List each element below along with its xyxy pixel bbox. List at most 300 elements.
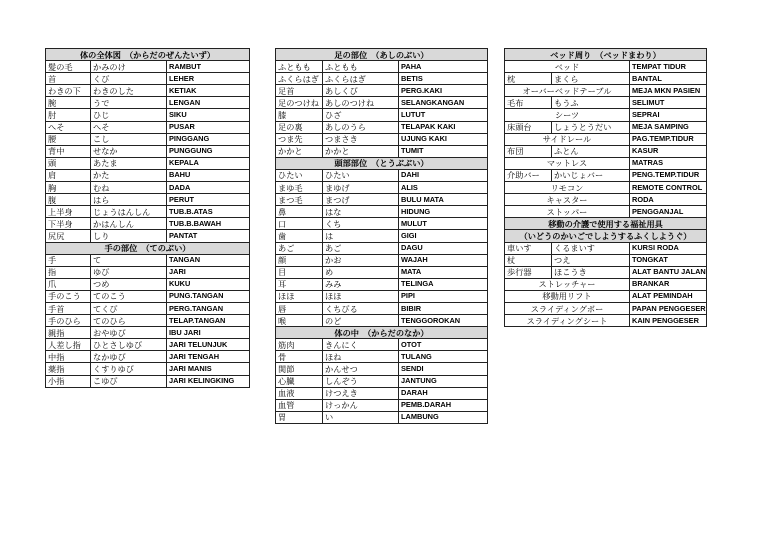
indonesian-cell: BAHU	[167, 169, 250, 181]
kana-cell: あたま	[91, 157, 167, 169]
indonesian-cell: JANTUNG	[399, 375, 488, 387]
indonesian-cell: PINGGANG	[167, 133, 250, 145]
table-row	[46, 194, 250, 206]
table-row	[276, 387, 488, 399]
kana-cell: くちびる	[323, 302, 399, 314]
leg-head-internal-table	[275, 48, 488, 424]
kanji-cell: 枕	[505, 73, 552, 85]
kana-cell: へそ	[91, 121, 167, 133]
kana-cell: ひたい	[323, 169, 399, 181]
kana-cell: かた	[91, 169, 167, 181]
kana-cell: かみのけ	[91, 61, 167, 73]
table-row	[276, 315, 488, 327]
table-row	[276, 145, 488, 157]
table-row	[276, 73, 488, 85]
indonesian-cell: WAJAH	[399, 254, 488, 266]
section-header: 体の中 （からだのなか）	[276, 327, 488, 339]
indonesian-cell: HIDUNG	[399, 206, 488, 218]
table-row	[46, 169, 250, 181]
kanji-cell: まゆ毛	[276, 182, 323, 194]
kana-cell: むね	[91, 182, 167, 194]
table-row	[276, 399, 488, 411]
indonesian-cell: SELANGKANGAN	[399, 97, 488, 109]
kana-cell: しんぞう	[323, 375, 399, 387]
indonesian-cell: DARAH	[399, 387, 488, 399]
kanji-cell: 耳	[276, 278, 323, 290]
table-row	[46, 315, 250, 327]
kana-cell: ひざ	[323, 109, 399, 121]
table-row	[46, 121, 250, 133]
kana-cell: みみ	[323, 278, 399, 290]
table-row	[505, 85, 707, 97]
kana-cell: くび	[91, 73, 167, 85]
kana-cell: てくび	[91, 302, 167, 314]
table-row	[46, 266, 250, 278]
kana-cell: ひじ	[91, 109, 167, 121]
kana-cell: こし	[91, 133, 167, 145]
kana-cell: もうふ	[552, 97, 630, 109]
merged-term-cell: マットレス	[505, 157, 630, 169]
indonesian-cell: PERG.KAKI	[399, 85, 488, 97]
kanji-cell: 手	[46, 254, 91, 266]
table-row	[505, 169, 707, 181]
kanji-cell: 手首	[46, 302, 91, 314]
kana-cell: ひとさしゆび	[91, 339, 167, 351]
table-row	[505, 290, 707, 302]
indonesian-cell: IBU JARI	[167, 327, 250, 339]
kana-cell: くち	[323, 218, 399, 230]
section-header: 移動の介護で使用する福祉用具	[505, 218, 707, 230]
merged-term-cell: ストッパー	[505, 206, 630, 218]
indonesian-cell: KASUR	[630, 145, 707, 157]
kana-cell: ふともも	[323, 61, 399, 73]
kana-cell: てのひら	[91, 315, 167, 327]
kana-cell: まくら	[552, 73, 630, 85]
kanji-cell: へそ	[46, 121, 91, 133]
table-row	[505, 278, 707, 290]
kana-cell: はな	[323, 206, 399, 218]
kanji-cell: 車いす	[505, 242, 552, 254]
indonesian-cell: TUMIT	[399, 145, 488, 157]
indonesian-cell: SENDI	[399, 363, 488, 375]
table-row	[276, 266, 488, 278]
kanji-cell: 肩	[46, 169, 91, 181]
kanji-cell: 喉	[276, 315, 323, 327]
indonesian-cell: BRANKAR	[630, 278, 707, 290]
kana-cell: まつげ	[323, 194, 399, 206]
indonesian-cell: BIBIR	[399, 302, 488, 314]
indonesian-cell: JARI TENGAH	[167, 351, 250, 363]
indonesian-cell: SEPRAI	[630, 109, 707, 121]
section-header: （いどうのかいごでしようするふくしようぐ）	[505, 230, 707, 242]
section-header: ベッド周り （ベッドまわり）	[505, 49, 707, 61]
indonesian-cell: PENGGANJAL	[630, 206, 707, 218]
table-row	[276, 339, 488, 351]
kana-cell: のど	[323, 315, 399, 327]
table-row	[276, 218, 488, 230]
indonesian-cell: PERUT	[167, 194, 250, 206]
kana-cell: て	[91, 254, 167, 266]
kanji-cell: 関節	[276, 363, 323, 375]
indonesian-cell: KURSI RODA	[630, 242, 707, 254]
merged-term-cell: リモコン	[505, 182, 630, 194]
kanji-cell: 杖	[505, 254, 552, 266]
kanji-cell: 手のこう	[46, 290, 91, 302]
table-row	[46, 339, 250, 351]
table-row	[46, 278, 250, 290]
merged-term-cell: サイドレール	[505, 133, 630, 145]
table-row	[276, 182, 488, 194]
table-row	[505, 157, 707, 169]
indonesian-cell: UJUNG KAKI	[399, 133, 488, 145]
kana-cell: まゆげ	[323, 182, 399, 194]
table-row	[46, 290, 250, 302]
kanji-cell: 髪の毛	[46, 61, 91, 73]
kanji-cell: 親指	[46, 327, 91, 339]
table-row	[46, 351, 250, 363]
table-row	[276, 121, 488, 133]
kanji-cell: 唇	[276, 302, 323, 314]
table-row	[505, 97, 707, 109]
indonesian-cell: PUNG.TANGAN	[167, 290, 250, 302]
kanji-cell: 筋肉	[276, 339, 323, 351]
table-row	[46, 218, 250, 230]
kanji-cell: 手のひら	[46, 315, 91, 327]
kana-cell: ふくらはぎ	[323, 73, 399, 85]
kana-cell: くるまいす	[552, 242, 630, 254]
table-row	[276, 411, 488, 423]
table-row	[46, 254, 250, 266]
table-row	[505, 194, 707, 206]
indonesian-cell: JARI MANIS	[167, 363, 250, 375]
section-header-row	[46, 49, 250, 61]
kanji-cell: 小指	[46, 375, 91, 387]
table-row	[46, 375, 250, 387]
table-row	[276, 169, 488, 181]
kana-cell: くすりゆび	[91, 363, 167, 375]
kana-cell: きんにく	[323, 339, 399, 351]
indonesian-cell: TUB.B.ATAS	[167, 206, 250, 218]
indonesian-cell: LENGAN	[167, 97, 250, 109]
merged-term-cell: スライディングボー	[505, 302, 630, 314]
kanji-cell: 膝	[276, 109, 323, 121]
kana-cell: てのこう	[91, 290, 167, 302]
kana-cell: は	[323, 230, 399, 242]
indonesian-cell: BANTAL	[630, 73, 707, 85]
table-row	[505, 73, 707, 85]
section-header-row	[46, 242, 250, 254]
kana-cell: あしのうら	[323, 121, 399, 133]
table-row	[505, 182, 707, 194]
kanji-cell: 布団	[505, 145, 552, 157]
table-row	[505, 242, 707, 254]
indonesian-cell: PAG.TEMP.TIDUR	[630, 133, 707, 145]
table-row	[276, 363, 488, 375]
bed-and-mobility-table	[504, 48, 707, 327]
kanji-cell: 背中	[46, 145, 91, 157]
indonesian-cell: PANTAT	[167, 230, 250, 242]
kana-cell: せなか	[91, 145, 167, 157]
indonesian-cell: KAIN PENGGESER	[630, 315, 707, 327]
table-row	[276, 242, 488, 254]
indonesian-cell: BULU MATA	[399, 194, 488, 206]
indonesian-cell: TONGKAT	[630, 254, 707, 266]
indonesian-cell: PENG.TEMP.TIDUR	[630, 169, 707, 181]
kana-cell: ほほ	[323, 290, 399, 302]
kanji-cell: 鼻	[276, 206, 323, 218]
kanji-cell: つま先	[276, 133, 323, 145]
section-header-row	[505, 230, 707, 242]
kana-cell: つまさき	[323, 133, 399, 145]
indonesian-cell: PAPAN PENGGESER	[630, 302, 707, 314]
merged-term-cell: オーバーベッドテーブル	[505, 85, 630, 97]
merged-term-cell: キャスター	[505, 194, 630, 206]
kana-cell: わきのした	[91, 85, 167, 97]
table-row	[276, 278, 488, 290]
kana-cell: じょうはんしん	[91, 206, 167, 218]
table-row	[505, 133, 707, 145]
section-header-row	[276, 327, 488, 339]
kanji-cell: 頭	[46, 157, 91, 169]
section-header-row	[276, 157, 488, 169]
kana-cell: い	[323, 411, 399, 423]
table-row	[276, 206, 488, 218]
kanji-cell: 指	[46, 266, 91, 278]
kana-cell: かんせつ	[323, 363, 399, 375]
table-row	[276, 97, 488, 109]
kanji-cell: わきの下	[46, 85, 91, 97]
indonesian-cell: JARI TELUNJUK	[167, 339, 250, 351]
table-row	[505, 206, 707, 218]
table-row	[505, 315, 707, 327]
kanji-cell: あご	[276, 242, 323, 254]
table-row	[505, 145, 707, 157]
kana-cell: しょうとうだい	[552, 121, 630, 133]
kanji-cell: ふともも	[276, 61, 323, 73]
indonesian-cell: PIPI	[399, 290, 488, 302]
table-row	[46, 145, 250, 157]
table-row	[46, 157, 250, 169]
kanji-cell: 血管	[276, 399, 323, 411]
kana-cell: なかゆび	[91, 351, 167, 363]
section-header: 手の部位 （てのぶい）	[46, 242, 250, 254]
kanji-cell: 目	[276, 266, 323, 278]
table-row	[505, 109, 707, 121]
kana-cell: おやゆび	[91, 327, 167, 339]
table-row	[46, 97, 250, 109]
section-header: 足の部位 （あしのぶい）	[276, 49, 488, 61]
table-row	[276, 302, 488, 314]
indonesian-cell: KETIAK	[167, 85, 250, 97]
indonesian-cell: PUSAR	[167, 121, 250, 133]
kanji-cell: 介助バー	[505, 169, 552, 181]
indonesian-cell: OTOT	[399, 339, 488, 351]
indonesian-cell: LUTUT	[399, 109, 488, 121]
kana-cell: あしくび	[323, 85, 399, 97]
kanji-cell: かかと	[276, 145, 323, 157]
kanji-cell: 腕	[46, 97, 91, 109]
indonesian-cell: DAGU	[399, 242, 488, 254]
indonesian-cell: DAHI	[399, 169, 488, 181]
indonesian-cell: REMOTE CONTROL	[630, 182, 707, 194]
kanji-cell: 肘	[46, 109, 91, 121]
indonesian-cell: DADA	[167, 182, 250, 194]
kanji-cell: 心臓	[276, 375, 323, 387]
kanji-cell: 胃	[276, 411, 323, 423]
indonesian-cell: MATRAS	[630, 157, 707, 169]
kanji-cell: まつ毛	[276, 194, 323, 206]
table-row	[46, 182, 250, 194]
indonesian-cell: PAHA	[399, 61, 488, 73]
table-row	[276, 133, 488, 145]
indonesian-cell: PUNGGUNG	[167, 145, 250, 157]
table-row	[276, 194, 488, 206]
indonesian-cell: MULUT	[399, 218, 488, 230]
indonesian-cell: PEMB.DARAH	[399, 399, 488, 411]
merged-term-cell: ベッド	[505, 61, 630, 73]
kanji-cell: ふくらはぎ	[276, 73, 323, 85]
indonesian-cell: TELAP.TANGAN	[167, 315, 250, 327]
table-row	[505, 302, 707, 314]
kanji-cell: ほほ	[276, 290, 323, 302]
table-row	[276, 290, 488, 302]
table-row	[276, 61, 488, 73]
kanji-cell: 床頭台	[505, 121, 552, 133]
table-row	[46, 230, 250, 242]
kana-cell: ほね	[323, 351, 399, 363]
kanji-cell: 腰	[46, 133, 91, 145]
indonesian-cell: KUKU	[167, 278, 250, 290]
indonesian-cell: PERG.TANGAN	[167, 302, 250, 314]
table-row	[276, 351, 488, 363]
indonesian-cell: TULANG	[399, 351, 488, 363]
kana-cell: かいじょバー	[552, 169, 630, 181]
kanji-cell: 中指	[46, 351, 91, 363]
indonesian-cell: TELAPAK KAKI	[399, 121, 488, 133]
table-row	[276, 254, 488, 266]
kanji-cell: 歩行器	[505, 266, 552, 278]
indonesian-cell: TANGAN	[167, 254, 250, 266]
kana-cell: ほこうき	[552, 266, 630, 278]
kanji-cell: ひたい	[276, 169, 323, 181]
kanji-cell: 顔	[276, 254, 323, 266]
kanji-cell: 足首	[276, 85, 323, 97]
kanji-cell: 爪	[46, 278, 91, 290]
table-row	[276, 230, 488, 242]
table-row	[505, 254, 707, 266]
kana-cell: つえ	[552, 254, 630, 266]
kanji-cell: 口	[276, 218, 323, 230]
kanji-cell: 胸	[46, 182, 91, 194]
indonesian-cell: TEMPAT TIDUR	[630, 61, 707, 73]
table-row	[505, 61, 707, 73]
indonesian-cell: ALAT BANTU JALAN	[630, 266, 707, 278]
kana-cell: けっかん	[323, 399, 399, 411]
kanji-cell: 歯	[276, 230, 323, 242]
indonesian-cell: TUB.B.BAWAH	[167, 218, 250, 230]
section-header-row	[505, 218, 707, 230]
indonesian-cell: MEJA MKN PASIEN	[630, 85, 707, 97]
merged-term-cell: 移動用リフト	[505, 290, 630, 302]
indonesian-cell: SELIMUT	[630, 97, 707, 109]
indonesian-cell: ALAT PEMINDAH	[630, 290, 707, 302]
indonesian-cell: RODA	[630, 194, 707, 206]
table-row	[46, 85, 250, 97]
section-header: 体の全体図 （からだのぜんたいず）	[46, 49, 250, 61]
kana-cell: あしのつけね	[323, 97, 399, 109]
table-row	[46, 73, 250, 85]
section-header-row	[505, 49, 707, 61]
merged-term-cell: ストレッチャー	[505, 278, 630, 290]
table-row	[46, 206, 250, 218]
kana-cell: ふとん	[552, 145, 630, 157]
indonesian-cell: KEPALA	[167, 157, 250, 169]
table-row	[505, 121, 707, 133]
merged-term-cell: スライディングシート	[505, 315, 630, 327]
indonesian-cell: TENGGOROKAN	[399, 315, 488, 327]
kana-cell: め	[323, 266, 399, 278]
table-row	[505, 266, 707, 278]
kana-cell: しり	[91, 230, 167, 242]
kanji-cell: 尻尻	[46, 230, 91, 242]
indonesian-cell: SIKU	[167, 109, 250, 121]
kanji-cell: 上半身	[46, 206, 91, 218]
indonesian-cell: LEHER	[167, 73, 250, 85]
kanji-cell: 足の裏	[276, 121, 323, 133]
indonesian-cell: MATA	[399, 266, 488, 278]
merged-term-cell: シーツ	[505, 109, 630, 121]
indonesian-cell: TELINGA	[399, 278, 488, 290]
indonesian-cell: LAMBUNG	[399, 411, 488, 423]
indonesian-cell: MEJA SAMPING	[630, 121, 707, 133]
table-row	[46, 109, 250, 121]
table-row	[276, 85, 488, 97]
table-row	[46, 302, 250, 314]
body-parts-table	[45, 48, 250, 388]
indonesian-cell: JARI KELINGKING	[167, 375, 250, 387]
kana-cell: つめ	[91, 278, 167, 290]
kana-cell: けつえき	[323, 387, 399, 399]
table-row	[46, 363, 250, 375]
kanji-cell: 首	[46, 73, 91, 85]
table-row	[46, 327, 250, 339]
table-row	[276, 109, 488, 121]
kana-cell: こゆび	[91, 375, 167, 387]
kanji-cell: 薬指	[46, 363, 91, 375]
kana-cell: かかと	[323, 145, 399, 157]
table-row	[46, 133, 250, 145]
kanji-cell: 下半身	[46, 218, 91, 230]
section-header-row	[276, 49, 488, 61]
kana-cell: かはんしん	[91, 218, 167, 230]
kanji-cell: 骨	[276, 351, 323, 363]
indonesian-cell: JARI	[167, 266, 250, 278]
kana-cell: はら	[91, 194, 167, 206]
indonesian-cell: BETIS	[399, 73, 488, 85]
kanji-cell: 血液	[276, 387, 323, 399]
indonesian-cell: ALIS	[399, 182, 488, 194]
kana-cell: ゆび	[91, 266, 167, 278]
kana-cell: かお	[323, 254, 399, 266]
indonesian-cell: GIGI	[399, 230, 488, 242]
kanji-cell: 足のつけね	[276, 97, 323, 109]
kana-cell: うで	[91, 97, 167, 109]
kanji-cell: 人差し指	[46, 339, 91, 351]
table-row	[46, 61, 250, 73]
kana-cell: あご	[323, 242, 399, 254]
kanji-cell: 毛布	[505, 97, 552, 109]
table-row	[276, 375, 488, 387]
